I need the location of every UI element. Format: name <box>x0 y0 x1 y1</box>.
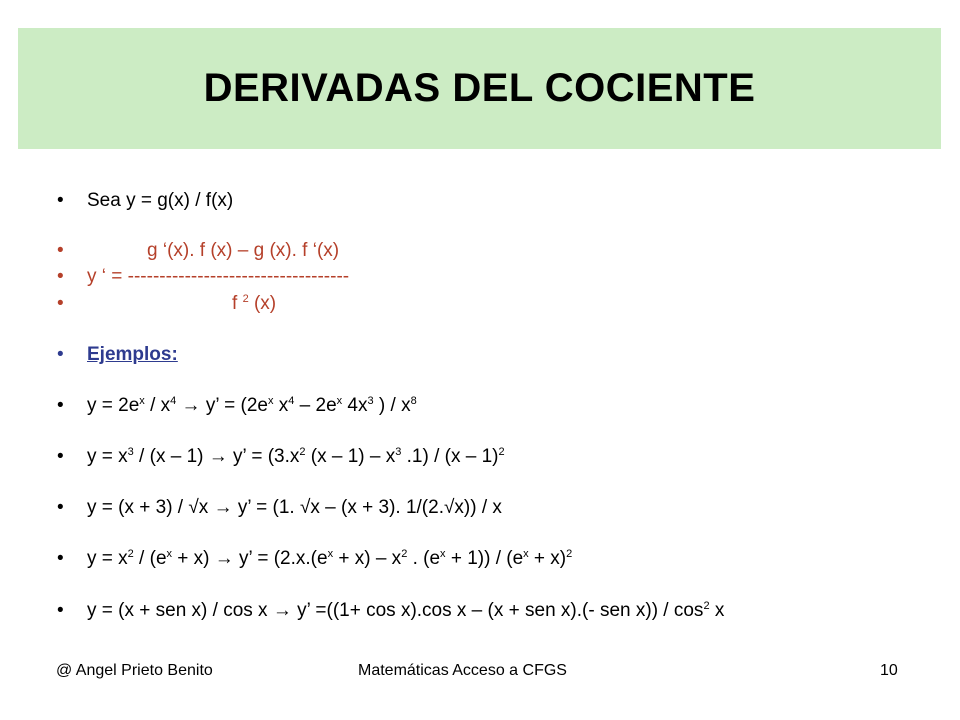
exponent: 2 <box>498 446 505 458</box>
expression-part: + x) <box>528 548 567 569</box>
expression-part: y’ = (2.x.(e <box>233 548 328 569</box>
exponent: 4 <box>170 395 177 407</box>
footer-author: @ Angel Prieto Benito <box>56 662 213 679</box>
expression-part: y = (x + sen x) / cos x <box>87 600 273 621</box>
expression-part: y = x <box>87 548 128 569</box>
definition-text: Sea y = g(x) / f(x) <box>87 190 234 211</box>
den-f: f <box>232 293 243 314</box>
expression-part: .1) / (x – 1) <box>401 446 499 467</box>
expression-part: y = 2e <box>87 395 140 416</box>
exponent: 2 <box>127 548 134 560</box>
den-exponent: 2 <box>242 293 249 305</box>
expression-part: x <box>273 395 289 416</box>
bullet-example-4 <box>0 545 960 573</box>
bullet-marker: • <box>57 548 64 569</box>
exponent: x <box>523 548 529 560</box>
exponent: x <box>440 548 446 560</box>
bullet-formula-bar <box>0 263 960 291</box>
arrow-icon: → <box>214 548 234 569</box>
example-4-text <box>87 545 572 573</box>
arrow-icon: → <box>272 600 292 621</box>
bullet-marker: • <box>57 344 64 365</box>
ejemplos-heading: Ejemplos: <box>87 344 178 365</box>
bullet-marker: • <box>57 497 64 518</box>
expression-part: – 2e <box>294 395 337 416</box>
expression-part: + 1)) / (e <box>445 548 524 569</box>
formula-bar: ----------------------------------- <box>127 266 350 287</box>
exponent: 2 <box>299 446 306 458</box>
footer-course: Matemáticas Acceso a CFGS <box>358 662 567 679</box>
expression-part: y’ = (1. √x – (x + 3). 1/(2.√x)) / x <box>232 497 502 518</box>
exponent: x <box>267 395 274 407</box>
arrow-icon: → <box>181 395 201 416</box>
exponent: 3 <box>127 446 134 458</box>
expression-part: / (e <box>133 548 167 569</box>
example-5-text <box>87 597 724 625</box>
exponent: 2 <box>703 600 710 612</box>
bullet-marker: • <box>57 240 64 261</box>
exponent: 3 <box>367 395 374 407</box>
example-1-text <box>87 392 417 420</box>
bullet-marker: • <box>57 395 64 416</box>
exponent: x <box>166 548 173 560</box>
expression-part: x <box>709 600 725 621</box>
footer-page-number: 10 <box>880 662 898 679</box>
expression-part: y’ = (2e <box>200 395 268 416</box>
expression-part: 4x <box>342 395 368 416</box>
bullet-ejemplos <box>0 341 960 369</box>
bullet-formula-numerator <box>0 237 960 265</box>
exponent: x <box>139 395 145 407</box>
exponent: x <box>327 548 334 560</box>
formula-lhs: y ‘ = <box>87 266 128 287</box>
bullet-example-1 <box>0 392 960 420</box>
expression-part: y = (x + 3) / √x <box>87 497 214 518</box>
title-banner <box>18 28 941 149</box>
expression-part: ) / x <box>373 395 411 416</box>
den-x: (x) <box>248 293 277 314</box>
expression-part: y’ = (3.x <box>227 446 300 467</box>
exponent: 2 <box>566 548 573 560</box>
bullet-formula-denominator <box>0 290 960 318</box>
bullet-example-3 <box>0 494 960 522</box>
expression-part: / (x – 1) <box>133 446 209 467</box>
exponent: 2 <box>401 548 408 560</box>
formula-fraction <box>87 263 349 291</box>
bullet-example-5 <box>0 597 960 625</box>
bullet-definition <box>0 187 960 215</box>
example-3-text <box>87 494 502 522</box>
expression-part: y = x <box>87 446 128 467</box>
exponent: 3 <box>395 446 402 458</box>
arrow-icon: → <box>213 497 233 518</box>
expression-part: / x <box>144 395 171 416</box>
formula-denominator <box>232 290 276 318</box>
exponent: x <box>336 395 343 407</box>
expression-part: + x) – x <box>333 548 402 569</box>
example-2-text <box>87 443 505 471</box>
bullet-marker: • <box>57 446 64 467</box>
arrow-icon: → <box>208 446 228 467</box>
exponent: 8 <box>410 395 417 407</box>
formula-numerator: g ‘(x). f (x) – g (x). f ‘(x) <box>147 240 340 261</box>
expression-part: y’ =((1+ cos x).cos x – (x + sen x).(- sen x)) / cos <box>291 600 704 621</box>
bullet-marker: • <box>57 293 64 314</box>
bullet-marker: • <box>57 190 64 211</box>
slide-title: DERIVADAS DEL COCIENTE <box>203 66 756 110</box>
bullet-example-2 <box>0 443 960 471</box>
bullet-marker: • <box>57 266 64 287</box>
expression-part: . (e <box>407 548 441 569</box>
expression-part: + x) <box>172 548 215 569</box>
bullet-marker: • <box>57 600 64 621</box>
expression-part: (x – 1) – x <box>305 446 396 467</box>
exponent: 4 <box>288 395 295 407</box>
